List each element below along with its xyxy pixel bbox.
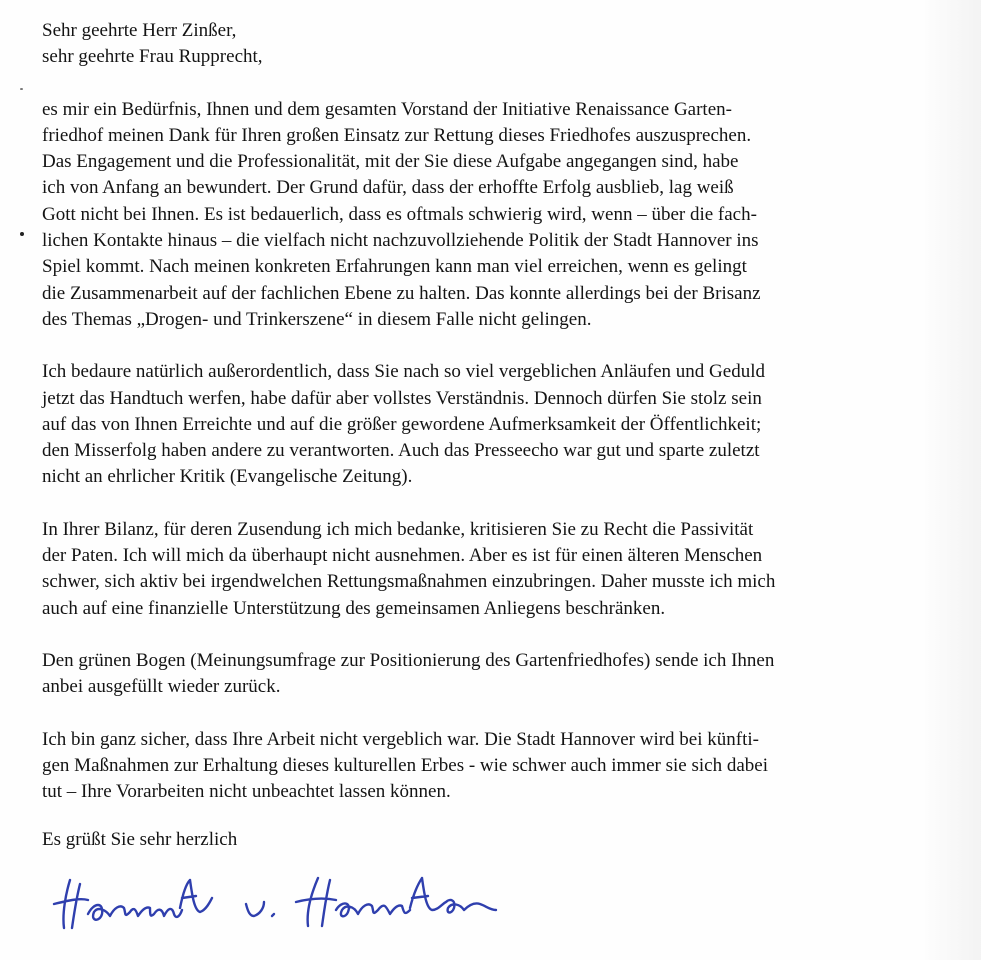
salutation: [42, 18, 942, 71]
salutation-line: sehr geehrte Frau Rupprecht,: [42, 46, 263, 68]
text-line: In Ihrer Bilanz, für deren Zusendung ich mich bedanke, kritisieren Sie zu Recht die Passivität: [42, 518, 754, 540]
paragraph-5: [42, 727, 942, 806]
text-line: ich von Anfang an bewundert. Der Grund dafür, dass der erhoffte Erfolg ausblieb, lag weiß: [42, 177, 734, 199]
text-line: Gott nicht bei Ihnen. Es ist bedauerlich, dass es oftmals schwierig wird, wenn – über die fach-: [42, 203, 757, 225]
text-line: nicht an ehrlicher Kritik (Evangelische Zeitung).: [42, 466, 413, 488]
text-line: es mir ein Bedürfnis, Ihnen und dem gesamten Vorstand der Initiative Renaissance Garten-: [42, 98, 732, 120]
text-line: schwer, sich aktiv bei irgendwelchen Rettungsmaßnahmen einzubringen. Daher musste ich mich: [42, 571, 776, 593]
paragraph-1: [42, 97, 942, 334]
paragraph-2: [42, 359, 942, 490]
text-line: des Themas „Drogen- und Trinkerszene“ in diesem Falle nicht gelingen.: [42, 308, 592, 330]
text-line: gen Maßnahmen zur Erhaltung dieses kulturellen Erbes - wie schwer auch immer sie sich dabei: [42, 754, 768, 776]
text-line: die Zusammenarbeit auf der fachlichen Ebene zu halten. Das konnte allerdings bei der Brisanz: [42, 282, 761, 304]
text-line: den Misserfolg haben andere zu verantworten. Auch das Presseecho war gut und sparte zuletzt: [42, 440, 760, 462]
text-line: Spiel kommt. Nach meinen konkreten Erfahrungen kann man viel erreichen, wenn es gelingt: [42, 256, 747, 278]
text-line: Das Engagement und die Professionalität, mit der Sie diese Aufgabe angegangen sind, habe: [42, 151, 739, 173]
paragraph-4: [42, 648, 942, 701]
text-line: friedhof meinen Dank für Ihren großen Einsatz zur Rettung dieses Friedhofes auszusprechen.: [42, 124, 752, 146]
handwritten-signature: [50, 858, 550, 938]
text-line: auch auf eine finanzielle Unterstützung des gemeinsamen Anliegens beschränken.: [42, 597, 666, 619]
text-line: Ich bedaure natürlich außerordentlich, dass Sie nach so viel vergeblichen Anläufen und Geduld: [42, 361, 765, 383]
text-line: anbei ausgefüllt wieder zurück.: [42, 676, 281, 698]
scan-speck: [20, 232, 24, 236]
text-line: Ich bin ganz sicher, dass Ihre Arbeit nicht vergeblich war. Die Stadt Hannover wird bei künfti-: [42, 728, 759, 750]
letter-body: [42, 18, 942, 854]
text-line: Den grünen Bogen (Meinungsumfrage zur Positionierung des Gartenfriedhofes) sende ich Ihnen: [42, 649, 775, 671]
paragraph-3: [42, 517, 942, 622]
salutation-line: Sehr geehrte Herr Zinßer,: [42, 20, 237, 41]
text-line: der Paten. Ich will mich da überhaupt nicht ausnehmen. Aber es ist für einen älteren Menschen: [42, 545, 763, 567]
scan-speck: [20, 88, 23, 90]
signature-drawing: [50, 858, 550, 938]
text-line: auf das von Ihnen Erreichte und auf die größer gewordene Aufmerksamkeit der Öffentlichkeit;: [42, 413, 762, 435]
text-line: tut – Ihre Vorarbeiten nicht unbeachtet lassen können.: [42, 781, 451, 803]
closing: Es grüßt Sie sehr herzlich: [42, 829, 238, 851]
text-line: lichen Kontakte hinaus – die vielfach nicht nachzuvollziehende Politik der Stadt Hannover ins: [42, 230, 759, 252]
text-line: jetzt das Handtuch werfen, habe dafür aber vollstes Verständnis. Dennoch dürfen Sie stolz sein: [42, 387, 762, 409]
